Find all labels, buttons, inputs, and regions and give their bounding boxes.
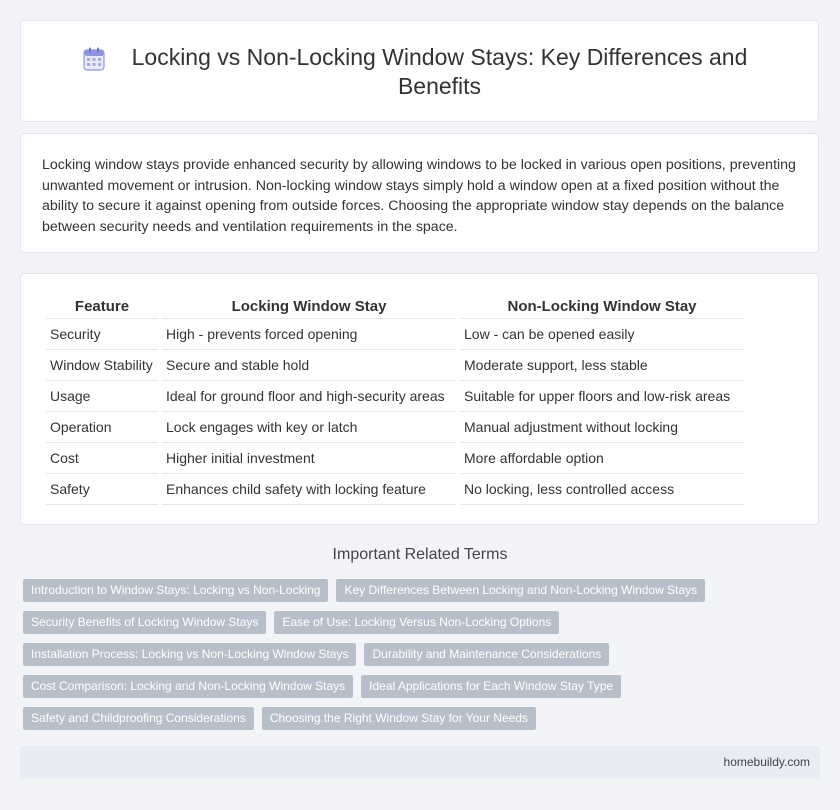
comparison-card	[20, 273, 819, 525]
related-term-tag[interactable]: Safety and Childproofing Considerations	[23, 707, 254, 730]
table-cell: Moderate support, less stable	[460, 350, 744, 381]
table-row	[46, 474, 744, 505]
related-term-tag[interactable]: Ease of Use: Locking Versus Non-Locking Options	[274, 611, 559, 634]
related-terms-heading: Important Related Terms	[332, 546, 508, 563]
title-card	[20, 20, 819, 122]
intro-paragraph: Locking window stays provide enhanced security by allowing windows to be locked in various open positions, preventing unwanted movement or intrusion. Non-locking window stays simply hold a window open at a fixed position without the ability to secure it against opening from outside forces. Choosing the appropriate window stay depends on the balance between security needs and ventilation requirements in the space.	[42, 157, 796, 235]
table-cell: More affordable option	[460, 443, 744, 474]
related-term-tag[interactable]: Security Benefits of Locking Window Stays	[23, 611, 266, 634]
footer-site-link[interactable]: homebuildy.com	[723, 755, 810, 769]
table-row	[46, 381, 744, 412]
related-term-tag[interactable]: Ideal Applications for Each Window Stay Type	[361, 675, 621, 698]
table-cell: Safety	[46, 474, 158, 505]
table-cell: Ideal for ground floor and high-security areas	[162, 381, 456, 412]
table-cell: No locking, less controlled access	[460, 474, 744, 505]
table-cell: Manual adjustment without locking	[460, 412, 744, 443]
footer	[20, 746, 820, 779]
table-cell: Secure and stable hold	[162, 350, 456, 381]
table-row	[46, 319, 744, 350]
table-cell: Usage	[46, 381, 158, 412]
column-header: Non-Locking Window Stay	[460, 294, 744, 319]
table-row	[46, 412, 744, 443]
table-cell: Window Stability	[46, 350, 158, 381]
related-term-tag[interactable]: Installation Process: Locking vs Non-Locking Window Stays	[23, 643, 356, 666]
table-cell: Cost	[46, 443, 158, 474]
table-header-row	[46, 294, 744, 319]
table-cell: Operation	[46, 412, 158, 443]
table-cell: Enhances child safety with locking feature	[162, 474, 456, 505]
table-cell: Low - can be opened easily	[460, 319, 744, 350]
related-term-tag[interactable]: Key Differences Between Locking and Non-Locking Window Stays	[336, 579, 705, 602]
column-header: Locking Window Stay	[162, 294, 456, 319]
page-title: Locking vs Non-Locking Window Stays: Key Differences and Benefits	[131, 44, 748, 99]
related-term-tag[interactable]: Cost Comparison: Locking and Non-Locking Window Stays	[23, 675, 353, 698]
related-term-tag[interactable]: Introduction to Window Stays: Locking vs Non-Locking	[23, 579, 328, 602]
related-term-tag[interactable]: Choosing the Right Window Stay for Your Needs	[262, 707, 536, 730]
table-cell: High - prevents forced opening	[162, 319, 456, 350]
related-terms-list	[23, 579, 743, 730]
table-cell: Suitable for upper floors and low-risk areas	[460, 381, 744, 412]
related-term-tag[interactable]: Durability and Maintenance Considerations	[364, 643, 609, 666]
table-row	[46, 350, 744, 381]
column-header: Feature	[46, 294, 158, 319]
intro-card	[20, 133, 819, 253]
comparison-table	[42, 294, 748, 505]
table-row	[46, 443, 744, 474]
table-cell: Lock engages with key or latch	[162, 412, 456, 443]
table-cell: Higher initial investment	[162, 443, 456, 474]
table-cell: Security	[46, 319, 158, 350]
